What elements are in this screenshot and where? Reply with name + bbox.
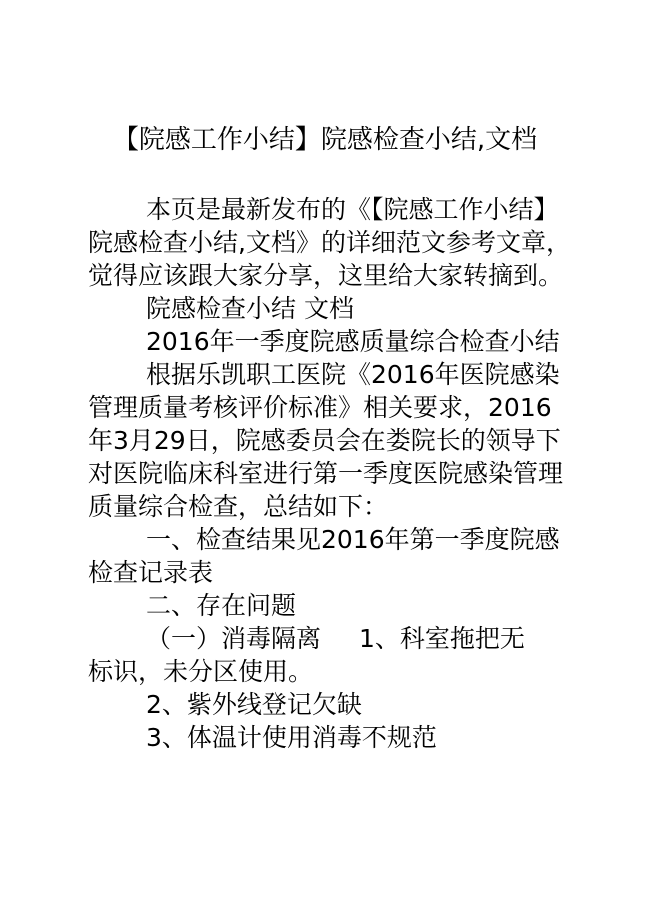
section-two: 二、存在问题	[146, 591, 297, 620]
document-title: 【院感工作小结】院感检查小结,文档	[112, 125, 538, 155]
item-1-lead: 1、科室拖把无	[359, 624, 525, 653]
subsection-line	[88, 622, 576, 655]
report-title: 2016年一季度院感质量综合检查小结	[146, 327, 560, 356]
item-1-rest: 标识，未分区使用。	[88, 657, 314, 686]
item-3: 3、体温计使用消毒不规范	[146, 723, 437, 752]
summary-paragraph: 根据乐凯职工医院《2016年医院感染管理质量考核评价标准》相关要求，2016年3月29日，院感委员会在娄院长的领导下对医院临床科室进行第一季度医院感染管理质量综合检查，总结如下：	[88, 360, 564, 521]
item-2: 2、紫外线登记欠缺	[146, 690, 362, 719]
intro-paragraph: 本页是最新发布的《【院感工作小结】院感检查小结,文档》的详细范文参考文章，觉得应该跟大家分享，这里给大家转摘到。	[88, 195, 571, 290]
section-one: 一、检查结果见2016年第一季度院感检查记录表	[88, 525, 560, 587]
subsection-label: （一）消毒隔离	[146, 624, 322, 653]
section-heading: 院感检查小结 文档	[146, 294, 354, 323]
document-body	[88, 193, 576, 754]
